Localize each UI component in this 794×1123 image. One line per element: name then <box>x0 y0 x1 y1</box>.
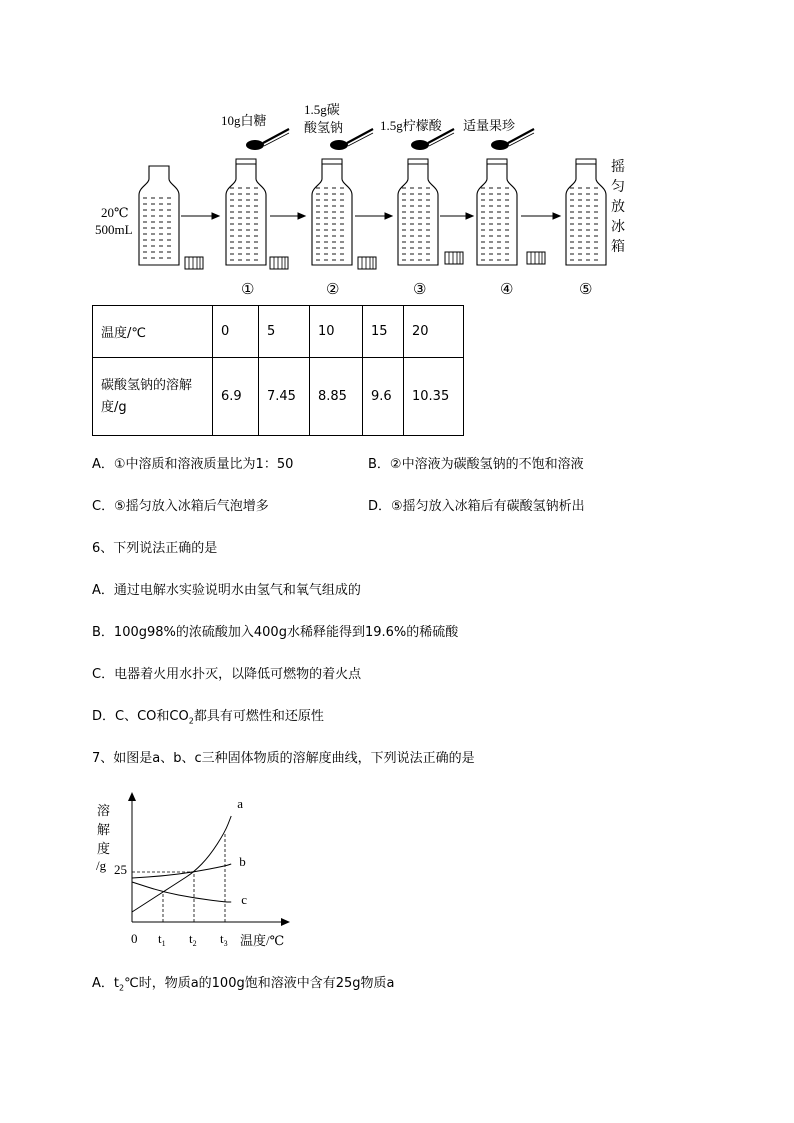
chart-series <box>132 816 231 912</box>
series-a-label: a <box>237 796 243 811</box>
table-cell: 5 <box>259 306 310 358</box>
add-label-1: 10g白糖 <box>221 113 267 128</box>
q6-option-d <box>92 709 324 730</box>
liquid-dashes <box>143 188 598 260</box>
bottle-0 <box>139 166 179 265</box>
q5-option-d: D．⑤摇匀放入冰箱后有碳酸氢钠析出 <box>368 499 585 514</box>
step-4: ④ <box>500 282 514 298</box>
x-tick-label: $t_3$ <box>220 931 228 948</box>
y-tick-25: 25 <box>114 862 127 877</box>
table-cell: 9.6 <box>363 358 404 436</box>
table-row <box>93 306 464 358</box>
cap-2 <box>270 257 288 269</box>
cap-5 <box>527 252 545 264</box>
experiment-diagram <box>0 0 794 300</box>
y-label-4: /g <box>96 858 107 873</box>
start-volume: 500mL <box>95 222 133 237</box>
q6-d-sub: 2 <box>188 716 194 726</box>
table-cell <box>93 358 213 436</box>
cap-1 <box>185 257 203 269</box>
spoon-icon-1 <box>246 129 289 150</box>
q7-stem: 7、如图是a、b、c三种固体物质的溶解度曲线，下列说法正确的是 <box>92 751 475 766</box>
series-a-curve <box>132 816 231 912</box>
series-b-label: b <box>239 854 246 869</box>
y-label-3: 度 <box>97 841 111 856</box>
row2-label: 碳酸氢钠的溶解度/g <box>101 377 193 415</box>
solubility-chart <box>88 790 308 960</box>
x-tick-labels <box>158 931 228 948</box>
q6-stem: 6、下列说法正确的是 <box>92 541 218 556</box>
origin-label: 0 <box>131 931 138 946</box>
x-axis-label: 温度/℃ <box>240 933 285 948</box>
start-temp: 20℃ <box>101 205 129 220</box>
q5-option-b: B．②中溶液为碳酸氢钠的不饱和溶液 <box>368 457 584 472</box>
solubility-table <box>92 305 464 436</box>
step-3: ③ <box>413 282 427 298</box>
q6-option-c: C．电器着火用水扑灭，以降低可燃物的着火点 <box>92 667 362 682</box>
final-note-1: 摇 <box>611 160 625 175</box>
x-axis-arrow <box>281 918 290 926</box>
q6-d-pre: D．C、CO和CO <box>92 709 189 724</box>
x-tick-label: $t_2$ <box>189 931 197 948</box>
q7-a-pre: A．t <box>92 976 119 991</box>
final-note-4: 冰 <box>611 220 625 235</box>
q6-option-a: A．通过电解水实验说明水由氢气和氧气组成的 <box>92 583 361 598</box>
q7-a-sub: 2 <box>119 983 125 993</box>
y-axis-arrow <box>128 792 136 801</box>
add-label-4: 适量果珍 <box>463 118 516 133</box>
add-label-3: 1.5g柠檬酸 <box>380 118 442 133</box>
q7-a-post: ℃时，物质a的100g饱和溶液中含有25g物质a <box>124 976 395 991</box>
q7-option-a <box>92 976 395 997</box>
add-label-2b: 酸氢钠 <box>304 120 344 135</box>
final-note-2: 匀 <box>611 180 625 195</box>
final-note-5: 箱 <box>611 240 625 255</box>
q5-option-a: A．①中溶质和溶液质量比为1：50 <box>92 457 294 472</box>
q6-option-b: B．100g98%的浓硫酸加入400g水稀释能得到19.6%的稀硫酸 <box>92 625 459 640</box>
step-2: ② <box>326 282 340 298</box>
table-cell: 6.9 <box>213 358 259 436</box>
table-cell: 15 <box>363 306 404 358</box>
series-c-label: c <box>241 892 247 907</box>
y-label-2: 解 <box>97 822 111 837</box>
final-note-3: 放 <box>611 200 625 215</box>
y-label-1: 溶 <box>97 803 111 818</box>
table-cell: 温度/℃ <box>93 306 213 358</box>
table-cell: 8.85 <box>310 358 363 436</box>
q5-option-c: C．⑤摇匀放入冰箱后气泡增多 <box>92 499 269 514</box>
table-cell: 7.45 <box>259 358 310 436</box>
series-labels <box>237 796 247 907</box>
series-b-curve <box>132 864 231 878</box>
step-1: ① <box>241 282 255 298</box>
step-5: ⑤ <box>579 282 593 298</box>
cap-4 <box>445 252 463 264</box>
table-cell: 10 <box>310 306 363 358</box>
table-cell: 0 <box>213 306 259 358</box>
add-label-2a: 1.5g碳 <box>304 102 340 117</box>
series-c-curve <box>132 882 231 902</box>
table-cell: 10.35 <box>404 358 464 436</box>
x-tick-label: $t_1$ <box>158 931 166 948</box>
q6-d-post: 都具有可燃性和还原性 <box>193 709 324 724</box>
table-row <box>93 358 464 436</box>
table-cell: 20 <box>404 306 464 358</box>
cap-3 <box>358 257 376 269</box>
